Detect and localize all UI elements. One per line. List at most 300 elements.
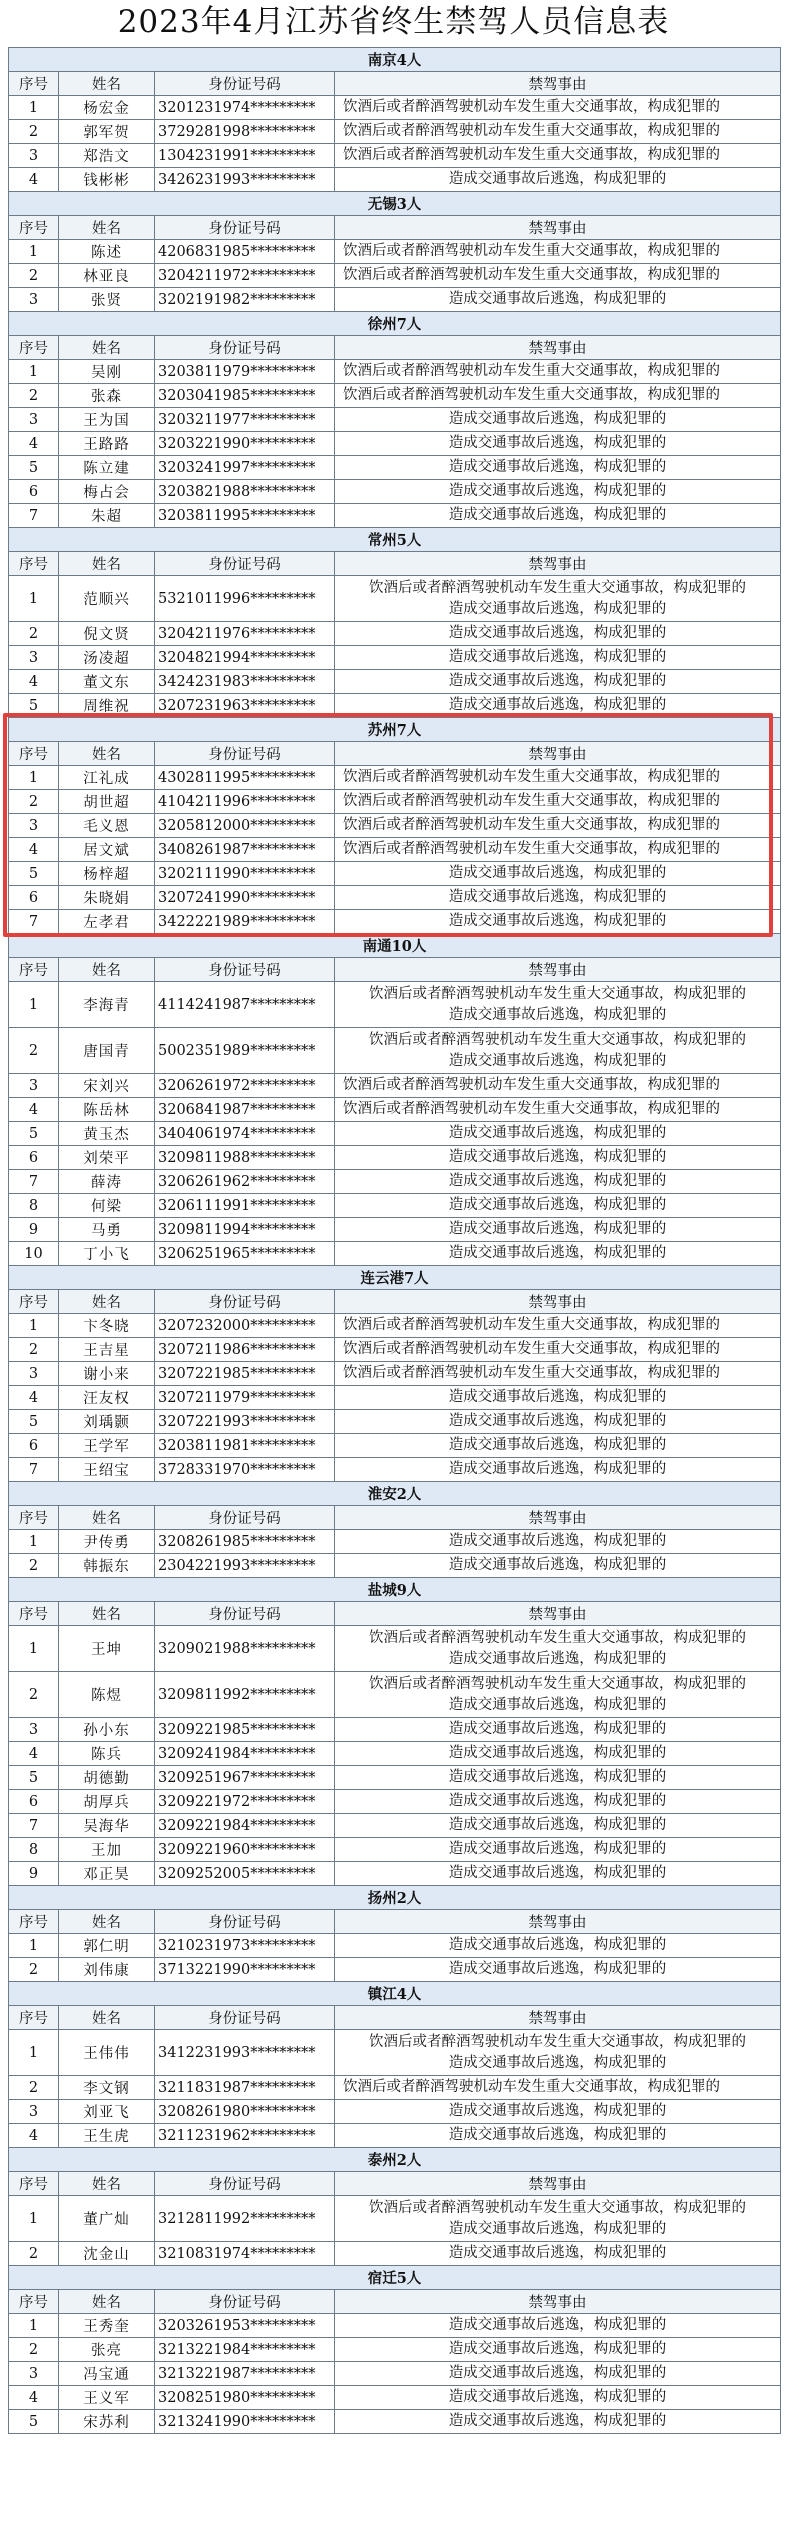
ban-reason-line: 饮酒后或者醉酒驾驶机动车发生重大交通事故，构成犯罪的 (369, 1675, 747, 1692)
row-number: 1 (9, 240, 59, 264)
table-row (9, 288, 781, 312)
column-header-no: 序号 (9, 958, 59, 982)
table-body (9, 48, 781, 2434)
person-name: 陈煜 (59, 1672, 155, 1718)
id-number: 3728331970********* (155, 1458, 335, 1482)
column-header-no: 序号 (9, 1290, 59, 1314)
table-row (9, 1098, 781, 1122)
person-name: 董文东 (59, 670, 155, 694)
id-number: 1304231991********* (155, 144, 335, 168)
column-header-id: 身份证号码 (155, 216, 335, 240)
ban-reason: 造成交通事故后逃逸，构成犯罪的 (335, 504, 781, 528)
ban-reason: 造成交通事故后逃逸，构成犯罪的 (335, 2242, 781, 2266)
table-row (9, 886, 781, 910)
person-name: 王为国 (59, 408, 155, 432)
column-header-reason: 禁驾事由 (335, 2172, 781, 2196)
ban-reason: 造成交通事故后逃逸，构成犯罪的 (335, 2124, 781, 2148)
ban-reason: 造成交通事故后逃逸，构成犯罪的 (335, 2362, 781, 2386)
column-header-name: 姓名 (59, 552, 155, 576)
row-number: 8 (9, 1194, 59, 1218)
id-number: 3206261962********* (155, 1170, 335, 1194)
column-header-name: 姓名 (59, 1506, 155, 1530)
id-number: 3206251965********* (155, 1242, 335, 1266)
city-header: 连云港7人 (9, 1266, 781, 1290)
row-number: 3 (9, 1074, 59, 1098)
ban-reason: 造成交通事故后逃逸，构成犯罪的 (335, 1242, 781, 1266)
id-number: 3209221972********* (155, 1790, 335, 1814)
row-number: 2 (9, 264, 59, 288)
column-header-no: 序号 (9, 1506, 59, 1530)
ban-reason: 造成交通事故后逃逸，构成犯罪的 (335, 2386, 781, 2410)
id-number: 3213241990********* (155, 2410, 335, 2434)
ban-reason: 造成交通事故后逃逸，构成犯罪的 (335, 432, 781, 456)
person-name: 冯宝通 (59, 2362, 155, 2386)
ban-reason-line: 造成交通事故后逃逸，构成犯罪的 (448, 2054, 667, 2071)
row-number: 2 (9, 120, 59, 144)
person-name: 倪文贤 (59, 622, 155, 646)
row-number: 7 (9, 504, 59, 528)
id-number: 3209811988********* (155, 1146, 335, 1170)
city-header: 徐州7人 (9, 312, 781, 336)
row-number: 10 (9, 1242, 59, 1266)
column-header-id: 身份证号码 (155, 2290, 335, 2314)
column-header-reason: 禁驾事由 (335, 336, 781, 360)
column-header-id: 身份证号码 (155, 2006, 335, 2030)
person-name: 胡德勤 (59, 1766, 155, 1790)
ban-reason (335, 1028, 781, 1074)
row-number: 6 (9, 886, 59, 910)
id-number: 3426231993********* (155, 168, 335, 192)
person-name: 王吉星 (59, 1338, 155, 1362)
row-number: 5 (9, 1766, 59, 1790)
city-header-row (9, 934, 781, 958)
id-number: 3206111991********* (155, 1194, 335, 1218)
table-row (9, 1530, 781, 1554)
row-number: 7 (9, 910, 59, 934)
ban-reason: 造成交通事故后逃逸，构成犯罪的 (335, 1862, 781, 1886)
column-header-no: 序号 (9, 336, 59, 360)
id-number: 3208251980********* (155, 2386, 335, 2410)
column-header-reason: 禁驾事由 (335, 742, 781, 766)
ban-reason: 造成交通事故后逃逸，构成犯罪的 (335, 168, 781, 192)
column-header-row (9, 552, 781, 576)
ban-reason: 造成交通事故后逃逸，构成犯罪的 (335, 646, 781, 670)
column-header-row (9, 742, 781, 766)
ban-reason: 造成交通事故后逃逸，构成犯罪的 (335, 1838, 781, 1862)
ban-reason-line: 饮酒后或者醉酒驾驶机动车发生重大交通事故，构成犯罪的 (369, 985, 747, 1002)
ban-reason: 造成交通事故后逃逸，构成犯罪的 (335, 408, 781, 432)
person-name: 尹传勇 (59, 1530, 155, 1554)
id-number: 3424231983********* (155, 670, 335, 694)
table-row (9, 1742, 781, 1766)
row-number: 1 (9, 766, 59, 790)
ban-reason: 饮酒后或者醉酒驾驶机动车发生重大交通事故，构成犯罪的 (335, 384, 781, 408)
ban-reason: 造成交通事故后逃逸，构成犯罪的 (335, 1814, 781, 1838)
row-number: 2 (9, 622, 59, 646)
row-number: 7 (9, 1458, 59, 1482)
city-header-row (9, 1578, 781, 1602)
ban-reason: 造成交通事故后逃逸，构成犯罪的 (335, 1934, 781, 1958)
ban-reason: 造成交通事故后逃逸，构成犯罪的 (335, 1742, 781, 1766)
table-row (9, 1790, 781, 1814)
id-number: 3206841987********* (155, 1098, 335, 1122)
person-name: 卞冬晓 (59, 1314, 155, 1338)
person-name: 陈岳林 (59, 1098, 155, 1122)
id-number: 3209811992********* (155, 1672, 335, 1718)
table-row (9, 814, 781, 838)
ban-reason: 造成交通事故后逃逸，构成犯罪的 (335, 2410, 781, 2434)
table-row (9, 2124, 781, 2148)
id-number: 3207221993********* (155, 1410, 335, 1434)
id-number: 3412231993********* (155, 2030, 335, 2076)
id-number: 3422221989********* (155, 910, 335, 934)
row-number: 1 (9, 982, 59, 1028)
person-name: 杨梓超 (59, 862, 155, 886)
column-header-no: 序号 (9, 1602, 59, 1626)
row-number: 1 (9, 576, 59, 622)
table-row (9, 144, 781, 168)
person-name: 王路路 (59, 432, 155, 456)
table-row (9, 96, 781, 120)
row-number: 3 (9, 408, 59, 432)
person-name: 朱超 (59, 504, 155, 528)
ban-reason: 造成交通事故后逃逸，构成犯罪的 (335, 1194, 781, 1218)
city-header: 泰州2人 (9, 2148, 781, 2172)
id-number: 3203811995********* (155, 504, 335, 528)
city-header-row (9, 1482, 781, 1506)
table-row (9, 694, 781, 718)
person-name: 郭仁明 (59, 1934, 155, 1958)
person-name: 陈立建 (59, 456, 155, 480)
person-name: 王学军 (59, 1434, 155, 1458)
id-number: 4114241987********* (155, 982, 335, 1028)
table-row (9, 790, 781, 814)
person-name: 何梁 (59, 1194, 155, 1218)
table-row (9, 240, 781, 264)
table-row (9, 2100, 781, 2124)
person-name: 居文斌 (59, 838, 155, 862)
row-number: 4 (9, 838, 59, 862)
city-header: 苏州7人 (9, 718, 781, 742)
column-header-name: 姓名 (59, 72, 155, 96)
column-header-no: 序号 (9, 72, 59, 96)
row-number: 1 (9, 360, 59, 384)
id-number: 3209252005********* (155, 1862, 335, 1886)
ban-reason (335, 1672, 781, 1718)
ban-reason: 造成交通事故后逃逸，构成犯罪的 (335, 910, 781, 934)
person-name: 朱晓娟 (59, 886, 155, 910)
ban-reason: 造成交通事故后逃逸，构成犯罪的 (335, 1170, 781, 1194)
row-number: 1 (9, 2030, 59, 2076)
column-header-name: 姓名 (59, 742, 155, 766)
person-name: 张亮 (59, 2338, 155, 2362)
person-name: 宋刘兴 (59, 1074, 155, 1098)
ban-reason-line: 饮酒后或者醉酒驾驶机动车发生重大交通事故，构成犯罪的 (369, 2033, 747, 2050)
column-header-reason: 禁驾事由 (335, 2006, 781, 2030)
city-header: 南通10人 (9, 934, 781, 958)
table-row (9, 1386, 781, 1410)
id-number: 3713221990********* (155, 1958, 335, 1982)
ban-reason: 造成交通事故后逃逸，构成犯罪的 (335, 1434, 781, 1458)
table-row (9, 576, 781, 622)
person-name: 梅占会 (59, 480, 155, 504)
column-header-id: 身份证号码 (155, 336, 335, 360)
row-number: 3 (9, 814, 59, 838)
column-header-name: 姓名 (59, 216, 155, 240)
ban-reason (335, 576, 781, 622)
ban-reason: 饮酒后或者醉酒驾驶机动车发生重大交通事故，构成犯罪的 (335, 766, 781, 790)
row-number: 1 (9, 2314, 59, 2338)
ban-reason: 饮酒后或者醉酒驾驶机动车发生重大交通事故，构成犯罪的 (335, 1314, 781, 1338)
ban-reason: 造成交通事故后逃逸，构成犯罪的 (335, 1218, 781, 1242)
table-row (9, 1170, 781, 1194)
document-title: 2023年4月江苏省终生禁驾人员信息表 (117, 4, 670, 40)
ban-list-table (8, 47, 781, 2434)
table-row (9, 1434, 781, 1458)
table-row (9, 2362, 781, 2386)
id-number: 3207211986********* (155, 1338, 335, 1362)
ban-reason: 造成交通事故后逃逸，构成犯罪的 (335, 622, 781, 646)
column-header-id: 身份证号码 (155, 1910, 335, 1934)
person-name: 刘伟康 (59, 1958, 155, 1982)
row-number: 2 (9, 790, 59, 814)
city-header-row (9, 192, 781, 216)
column-header-id: 身份证号码 (155, 1506, 335, 1530)
ban-reason: 饮酒后或者醉酒驾驶机动车发生重大交通事故，构成犯罪的 (335, 1338, 781, 1362)
person-name: 陈兵 (59, 1742, 155, 1766)
table-row (9, 408, 781, 432)
table-row (9, 2196, 781, 2242)
id-number: 3213221987********* (155, 2362, 335, 2386)
column-header-no: 序号 (9, 2006, 59, 2030)
table-row (9, 622, 781, 646)
column-header-no: 序号 (9, 552, 59, 576)
ban-list-sheet (8, 47, 780, 2434)
table-row (9, 384, 781, 408)
table-row (9, 766, 781, 790)
ban-reason: 造成交通事故后逃逸，构成犯罪的 (335, 1766, 781, 1790)
id-number: 3203221990********* (155, 432, 335, 456)
table-row (9, 1934, 781, 1958)
table-row (9, 1458, 781, 1482)
ban-reason-line: 造成交通事故后逃逸，构成犯罪的 (448, 2220, 667, 2237)
id-number: 3207221985********* (155, 1362, 335, 1386)
column-header-row (9, 2006, 781, 2030)
city-header: 盐城9人 (9, 1578, 781, 1602)
table-row (9, 2386, 781, 2410)
row-number: 6 (9, 1434, 59, 1458)
column-header-id: 身份证号码 (155, 552, 335, 576)
column-header-row (9, 1602, 781, 1626)
ban-reason: 造成交通事故后逃逸，构成犯罪的 (335, 694, 781, 718)
column-header-id: 身份证号码 (155, 1602, 335, 1626)
column-header-reason: 禁驾事由 (335, 552, 781, 576)
row-number: 2 (9, 2338, 59, 2362)
person-name: 李文钢 (59, 2076, 155, 2100)
row-number: 5 (9, 1122, 59, 1146)
row-number: 9 (9, 1862, 59, 1886)
table-row (9, 1338, 781, 1362)
table-row (9, 120, 781, 144)
table-row (9, 1074, 781, 1098)
row-number: 5 (9, 1410, 59, 1434)
id-number: 3207211979********* (155, 1386, 335, 1410)
ban-reason (335, 2196, 781, 2242)
ban-reason-line: 造成交通事故后逃逸，构成犯罪的 (448, 1696, 667, 1713)
id-number: 3203041985********* (155, 384, 335, 408)
id-number: 3209811994********* (155, 1218, 335, 1242)
column-header-no: 序号 (9, 1910, 59, 1934)
row-number: 5 (9, 694, 59, 718)
ban-reason: 造成交通事故后逃逸，构成犯罪的 (335, 1386, 781, 1410)
person-name: 王伟伟 (59, 2030, 155, 2076)
ban-reason: 饮酒后或者醉酒驾驶机动车发生重大交通事故，构成犯罪的 (335, 814, 781, 838)
row-number: 3 (9, 144, 59, 168)
person-name: 范顺兴 (59, 576, 155, 622)
table-row (9, 1122, 781, 1146)
id-number: 3202191982********* (155, 288, 335, 312)
row-number: 3 (9, 646, 59, 670)
table-row (9, 838, 781, 862)
id-number: 5321011996********* (155, 576, 335, 622)
row-number: 4 (9, 432, 59, 456)
person-name: 汪友权 (59, 1386, 155, 1410)
table-row (9, 1626, 781, 1672)
ban-reason: 造成交通事故后逃逸，构成犯罪的 (335, 1718, 781, 1742)
row-number: 1 (9, 1934, 59, 1958)
id-number: 3210831974********* (155, 2242, 335, 2266)
ban-reason: 饮酒后或者醉酒驾驶机动车发生重大交通事故，构成犯罪的 (335, 120, 781, 144)
table-row (9, 1718, 781, 1742)
id-number: 3208261980********* (155, 2100, 335, 2124)
row-number: 1 (9, 96, 59, 120)
table-row (9, 1862, 781, 1886)
row-number: 1 (9, 1626, 59, 1672)
id-number: 5002351989********* (155, 1028, 335, 1074)
id-number: 3206261972********* (155, 1074, 335, 1098)
id-number: 3209241984********* (155, 1742, 335, 1766)
id-number: 3209021988********* (155, 1626, 335, 1672)
table-row (9, 2314, 781, 2338)
column-header-row (9, 216, 781, 240)
id-number: 3202111990********* (155, 862, 335, 886)
column-header-reason: 禁驾事由 (335, 216, 781, 240)
person-name: 沈金山 (59, 2242, 155, 2266)
row-number: 4 (9, 1098, 59, 1122)
table-row (9, 2030, 781, 2076)
city-header-row (9, 1266, 781, 1290)
column-header-reason: 禁驾事由 (335, 2290, 781, 2314)
id-number: 3203241997********* (155, 456, 335, 480)
ban-reason (335, 982, 781, 1028)
person-name: 毛义恩 (59, 814, 155, 838)
person-name: 唐国青 (59, 1028, 155, 1074)
row-number: 1 (9, 2196, 59, 2242)
ban-reason: 饮酒后或者醉酒驾驶机动车发生重大交通事故，构成犯罪的 (335, 144, 781, 168)
id-number: 3207231963********* (155, 694, 335, 718)
ban-reason: 造成交通事故后逃逸，构成犯罪的 (335, 862, 781, 886)
row-number: 3 (9, 2362, 59, 2386)
column-header-id: 身份证号码 (155, 742, 335, 766)
table-row (9, 456, 781, 480)
id-number: 3213221984********* (155, 2338, 335, 2362)
ban-reason: 造成交通事故后逃逸，构成犯罪的 (335, 1790, 781, 1814)
person-name: 李海青 (59, 982, 155, 1028)
ban-reason: 饮酒后或者醉酒驾驶机动车发生重大交通事故，构成犯罪的 (335, 1098, 781, 1122)
id-number: 3210231973********* (155, 1934, 335, 1958)
city-header-row (9, 2266, 781, 2290)
id-number: 3203261953********* (155, 2314, 335, 2338)
person-name: 薛涛 (59, 1170, 155, 1194)
table-row (9, 360, 781, 384)
person-name: 刘荣平 (59, 1146, 155, 1170)
column-header-no: 序号 (9, 742, 59, 766)
person-name: 丁小飞 (59, 1242, 155, 1266)
column-header-no: 序号 (9, 216, 59, 240)
column-header-row (9, 72, 781, 96)
id-number: 3203811981********* (155, 1434, 335, 1458)
column-header-reason: 禁驾事由 (335, 72, 781, 96)
row-number: 1 (9, 1314, 59, 1338)
id-number: 3408261987********* (155, 838, 335, 862)
table-row (9, 2242, 781, 2266)
city-header: 常州5人 (9, 528, 781, 552)
row-number: 5 (9, 2410, 59, 2434)
ban-reason-line: 饮酒后或者醉酒驾驶机动车发生重大交通事故，构成犯罪的 (369, 579, 747, 596)
person-name: 钱彬彬 (59, 168, 155, 192)
table-row (9, 1672, 781, 1718)
id-number: 2304221993********* (155, 1554, 335, 1578)
row-number: 5 (9, 456, 59, 480)
row-number: 9 (9, 1218, 59, 1242)
city-header: 宿迁5人 (9, 2266, 781, 2290)
city-header-row (9, 528, 781, 552)
ban-reason: 饮酒后或者醉酒驾驶机动车发生重大交通事故，构成犯罪的 (335, 2076, 781, 2100)
table-row (9, 1314, 781, 1338)
table-row (9, 2410, 781, 2434)
person-name: 郑浩文 (59, 144, 155, 168)
row-number: 3 (9, 1718, 59, 1742)
person-name: 王坤 (59, 1626, 155, 1672)
id-number: 4206831985********* (155, 240, 335, 264)
row-number: 3 (9, 1362, 59, 1386)
row-number: 7 (9, 1814, 59, 1838)
row-number: 5 (9, 862, 59, 886)
column-header-reason: 禁驾事由 (335, 1602, 781, 1626)
table-row (9, 862, 781, 886)
row-number: 4 (9, 670, 59, 694)
table-row (9, 910, 781, 934)
row-number: 6 (9, 1790, 59, 1814)
city-header-row (9, 1982, 781, 2006)
ban-reason: 饮酒后或者醉酒驾驶机动车发生重大交通事故，构成犯罪的 (335, 264, 781, 288)
ban-reason: 饮酒后或者醉酒驾驶机动车发生重大交通事故，构成犯罪的 (335, 790, 781, 814)
column-header-reason: 禁驾事由 (335, 1290, 781, 1314)
ban-reason-line: 饮酒后或者醉酒驾驶机动车发生重大交通事故，构成犯罪的 (369, 1031, 747, 1048)
ban-reason: 饮酒后或者醉酒驾驶机动车发生重大交通事故，构成犯罪的 (335, 240, 781, 264)
id-number: 3204821994********* (155, 646, 335, 670)
row-number: 3 (9, 2100, 59, 2124)
person-name: 郭军贺 (59, 120, 155, 144)
person-name: 张贤 (59, 288, 155, 312)
row-number: 2 (9, 1554, 59, 1578)
id-number: 3209251967********* (155, 1766, 335, 1790)
person-name: 胡世超 (59, 790, 155, 814)
table-row (9, 1242, 781, 1266)
id-number: 3205812000********* (155, 814, 335, 838)
table-row (9, 1554, 781, 1578)
ban-reason: 造成交通事故后逃逸，构成犯罪的 (335, 886, 781, 910)
